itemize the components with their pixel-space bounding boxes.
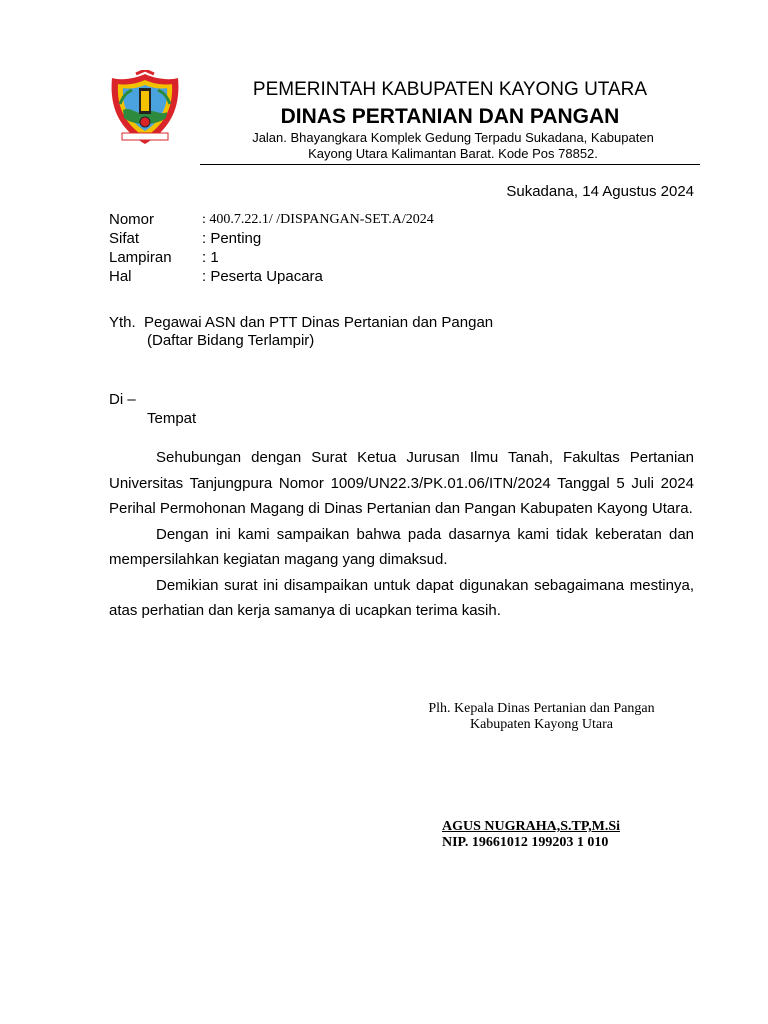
meta-value: : 400.7.22.1/ /DISPANGAN-SET.A/2024 bbox=[202, 212, 434, 227]
signature-title-line-1: Plh. Kepala Dinas Pertanian dan Pangan bbox=[428, 701, 655, 716]
signature-title-line-2: Kabupaten Kayong Utara bbox=[469, 717, 614, 732]
letter-date: Sukadana, 14 Agustus 2024 bbox=[506, 183, 694, 200]
kayong-utara-regency-emblem-icon bbox=[106, 70, 184, 148]
signer-nip: NIP. 19661012 199203 1 010 bbox=[442, 835, 609, 850]
signer-name: AGUS NUGRAHA,S.TP,M.Si bbox=[442, 819, 621, 834]
signature-title bbox=[400, 701, 683, 733]
meta-key: Lampiran bbox=[109, 249, 172, 266]
letterhead-address bbox=[218, 130, 688, 162]
body-paragraph: Sehubungan dengan Surat Ketua Jurusan Ilmu Tanah, Fakultas Pertanian Universitas Tanjungpura Nomor 1009/UN22.3/PK.01.06/ITN/2024 Tanggal 5 Juli 2024 Perihal Permohonan Magang di Dinas Pertanian dan Pangan Kabupaten Kayong Utara. bbox=[109, 449, 694, 517]
recipient-di: Di – bbox=[109, 391, 136, 408]
letterhead-agency: DINAS PERTANIAN DAN PANGAN bbox=[280, 105, 620, 128]
meta-value: : 1 bbox=[202, 249, 219, 266]
meta-key: Hal bbox=[109, 268, 132, 285]
meta-value: : Penting bbox=[202, 230, 262, 247]
address-line-1: Jalan. Bhayangkara Komplek Gedung Terpadu Sukadana, Kabupaten bbox=[252, 130, 654, 145]
address-line-2: Kayong Utara Kalimantan Barat. Kode Pos 78852. bbox=[308, 146, 598, 161]
body-paragraph: Dengan ini kami sampaikan bahwa pada dasarnya kami tidak keberatan dan mempersilahkan kegiatan magang yang dimaksud. bbox=[109, 525, 694, 568]
recipient-place: Tempat bbox=[147, 410, 197, 427]
letter-body bbox=[109, 445, 694, 624]
recipient-line-2: (Daftar Bidang Terlampir) bbox=[147, 332, 315, 349]
meta-key: Sifat bbox=[109, 230, 140, 247]
body-paragraph: Demikian surat ini disampaikan untuk dapat digunakan sebagaimana mestinya, atas perhatian dan kerja samanya di ucapkan terima kasih. bbox=[109, 576, 694, 619]
meta-value: : Peserta Upacara bbox=[202, 268, 323, 285]
letterhead-divider bbox=[200, 164, 700, 165]
meta-key: Nomor bbox=[109, 211, 155, 228]
letterhead-government: PEMERINTAH KABUPATEN KAYONG UTARA bbox=[252, 79, 648, 100]
recipient-line-1: Yth. Pegawai ASN dan PTT Dinas Pertanian dan Pangan bbox=[109, 314, 494, 331]
